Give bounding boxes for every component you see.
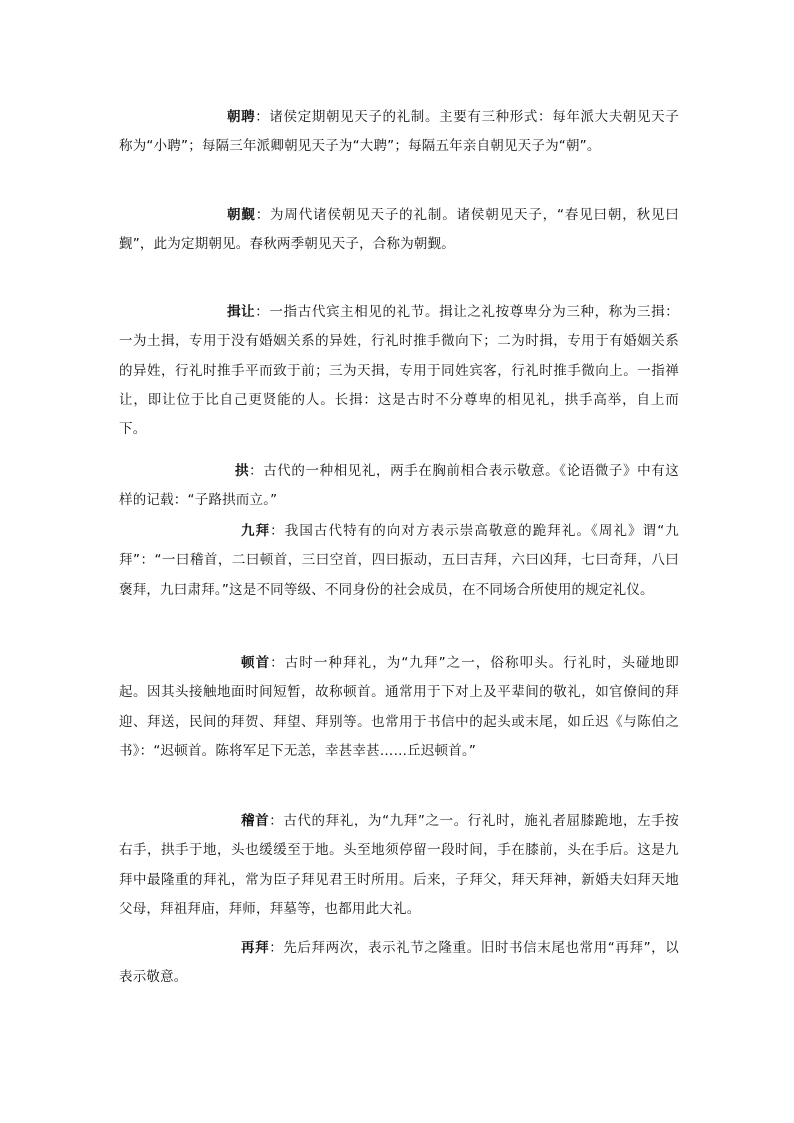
entry-body: ：一指古代宾主相见的礼节。揖让之礼按尊卑分为三种，称为三揖：一为土揖，专用于没有婚姻关系的异姓，行礼时推手微向下；二为时揖，专用于有婚姻关系的异姓，行礼时推手平而致于前；三为天揖，专用于同姓宾客，行礼时推手微向上。一指禅让，即让位于比自己更贤能的人。长揖：这是古时不分尊卑的相见礼，拱手高举，自上而下。 bbox=[119, 304, 679, 438]
entry-dunshou bbox=[119, 649, 679, 766]
entry-chaopin bbox=[119, 103, 679, 162]
entry-term: 拱 bbox=[235, 463, 250, 479]
entry-yirang bbox=[119, 298, 679, 444]
entry-term: 顿首 bbox=[241, 655, 271, 671]
entry-term: 九拜 bbox=[241, 523, 271, 539]
entry-term: 再拜 bbox=[241, 940, 270, 956]
entry-chaojin bbox=[119, 201, 679, 260]
entry-body: ：我国古代特有的向对方表示崇高敬意的跪拜礼。《周礼》谓“九拜”：“一曰稽首，二曰顿首，三曰空首，四曰振动，五曰吉拜，六曰凶拜，七曰奇拜，八曰褒拜，九曰肃拜。”这是不同等级、不同身份的社会成员，在不同场合所使用的规定礼仪。 bbox=[119, 523, 679, 598]
entry-body: ：先后拜两次，表示礼节之隆重。旧时书信末尾也常用“再拜”，以表示敬意。 bbox=[119, 940, 679, 986]
entry-body: ：古时一种拜礼，为“九拜”之一，俗称叩头。行礼时，头碰地即起。因其头接触地面时间短暂，故称顿首。通常用于下对上及平辈间的敬礼，如官僚间的拜迎、拜送，民间的拜贺、拜望、拜别等。也常用于书信中的起头或末尾，如丘迟《与陈伯之书》：“迟顿首。陈将军足下无恙，幸甚幸甚……丘迟顿首。” bbox=[119, 655, 679, 759]
entry-term: 稽首 bbox=[241, 813, 270, 829]
entry-jiubai bbox=[119, 517, 679, 605]
entry-zaibai bbox=[119, 934, 679, 993]
entry-term: 揖让 bbox=[227, 304, 256, 320]
entry-body: ：诸侯定期朝见天子的礼制。主要有三种形式：每年派大夫朝见天子称为“小聘”；每隔三年派卿朝见天子为“大聘”；每隔五年亲自朝见天子为“朝”。 bbox=[119, 109, 679, 155]
entry-qishou bbox=[119, 807, 679, 924]
entry-gong bbox=[119, 457, 679, 516]
entry-body: ：古代的拜礼，为“九拜”之一。行礼时，施礼者屈膝跪地，左手按右手，拱手于地，头也缓缓至于地。头至地须停留一段时间，手在膝前，头在手后。这是九拜中最隆重的拜礼，常为臣子拜见君王时所用。后来，子拜父，拜天拜神，新婚夫妇拜天地父母，拜祖拜庙，拜师，拜墓等，也都用此大礼。 bbox=[119, 813, 679, 917]
entry-body: ：古代的一种相见礼，两手在胸前相合表示敬意。《论语微子》中有这样的记载：“子路拱而立。” bbox=[119, 463, 680, 509]
entry-term: 朝觐 bbox=[227, 207, 256, 223]
entry-term: 朝聘 bbox=[227, 109, 256, 125]
entry-body: ：为周代诸侯朝见天子的礼制。诸侯朝见天子，“春见曰朝，秋见曰觐”，此为定期朝见。春秋两季朝见天子，合称为朝觐。 bbox=[119, 207, 679, 253]
